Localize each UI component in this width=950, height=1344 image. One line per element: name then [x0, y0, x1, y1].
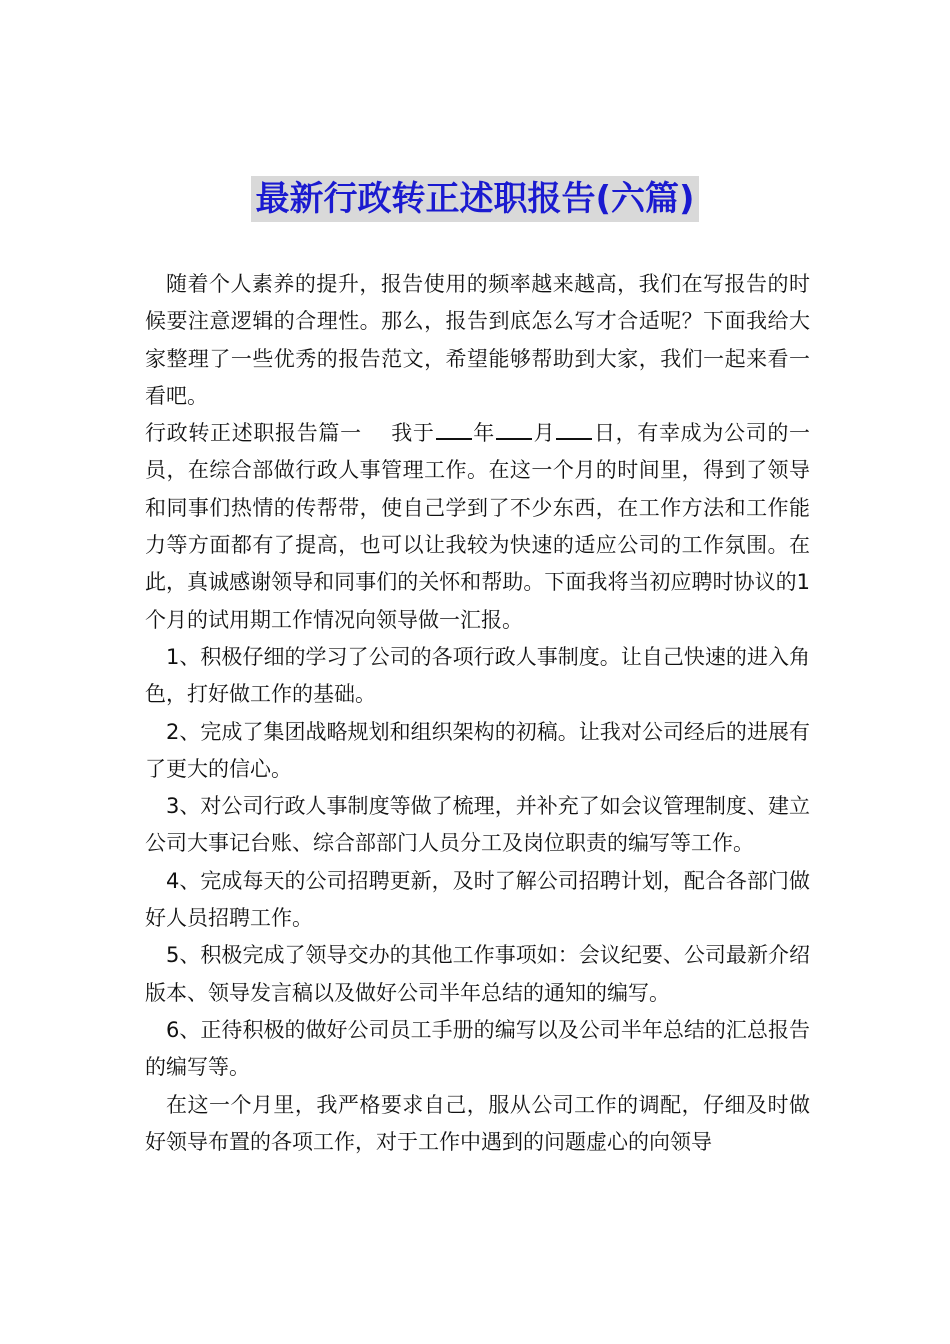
- list-item-6: 6、正待积极的做好公司员工手册的编写以及公司半年总结的汇总报告的编写等。: [145, 1017, 810, 1080]
- intro-paragraph: 随着个人素养的提升，报告使用的频率越来越高，我们在写报告的时候要注意逻辑的合理性。那么，报告到底怎么写才合适呢？下面我给大家整理了一些优秀的报告范文，希望能够帮助到大家，我们一起来看一看吧。: [145, 272, 810, 408]
- list-item-1: 1、积极仔细的学习了公司的各项行政人事制度。让自己快速的进入角色，打好做工作的基础。: [145, 644, 810, 707]
- document-title: 最新行政转正述职报告(六篇): [251, 176, 698, 222]
- list-item-5: 5、积极完成了领导交办的其他工作事项如：会议纪要、公司最新介绍版本、领导发言稿以及做好公司半年总结的通知的编写。: [145, 943, 810, 1005]
- blank-month: [496, 420, 532, 440]
- title-container: [0, 176, 950, 222]
- list-item-2: 2、完成了集团战略规划和组织架构的初稿。让我对公司经后的进展有了更大的信心。: [145, 719, 810, 781]
- chapter-heading: 行政转正述职报告篇一: [145, 421, 362, 446]
- year-suffix: 年: [472, 421, 495, 446]
- blank-day: [556, 420, 592, 440]
- document-body: [145, 266, 810, 1161]
- blank-year: [436, 420, 472, 440]
- list-item-4: 4、完成每天的公司招聘更新，及时了解公司招聘计划，配合各部门做好人员招聘工作。: [145, 868, 810, 931]
- list-item-3: 3、对公司行政人事制度等做了梳理，并补充了如会议管理制度、建立公司大事记台账、综合部部门人员分工及岗位职责的编写等工作。: [145, 794, 810, 856]
- chapter-text-start: 我于: [391, 421, 435, 446]
- closing-paragraph: 在这一个月里，我严格要求自己，服从公司工作的调配，仔细及时做好领导布置的各项工作，对于工作中遇到的问题虚心的向领导: [145, 1092, 810, 1154]
- chapter-text-body: 日，有幸成为公司的一员，在综合部做行政人事管理工作。在这一个月的时间里，得到了领导和同事们热情的传帮带，使自己学到了不少东西，在工作方法和工作能力等方面都有了提高，也可以让我较为快速的适应公司的工作氛围。在此，真诚感谢领导和同事们的关怀和帮助。下面我将当初应聘时协议的1个月的试用期工作情况向领导做一汇报。: [145, 421, 811, 632]
- chapter-paragraph: [145, 415, 810, 639]
- month-suffix: 月: [532, 421, 556, 446]
